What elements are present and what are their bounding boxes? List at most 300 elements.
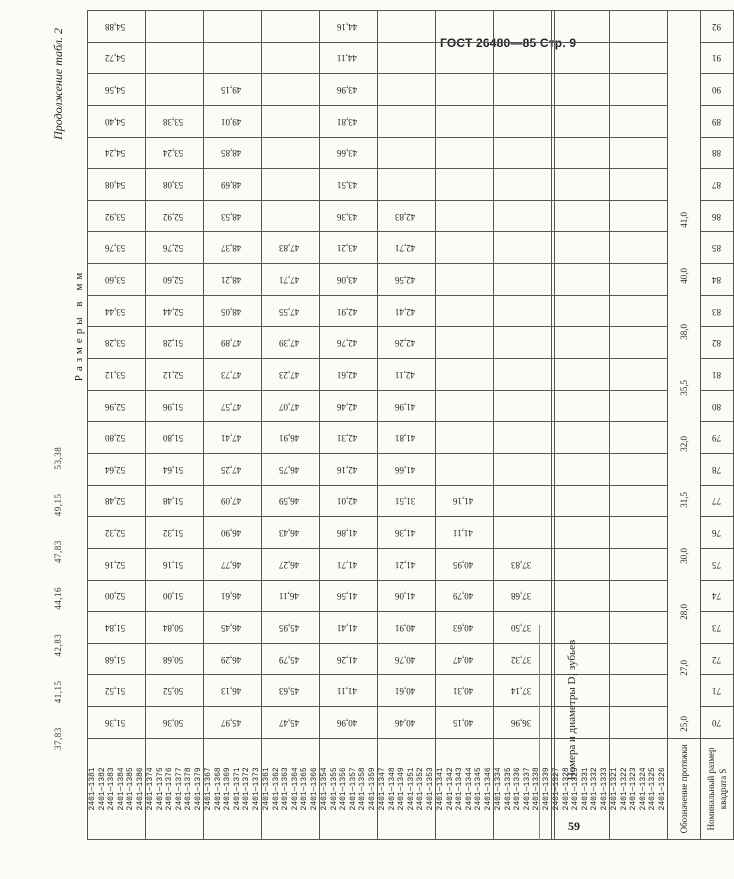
diameter-cell <box>610 42 668 74</box>
diameter-cell <box>320 580 378 612</box>
tooth-number-cell <box>701 359 734 391</box>
diameter-value: 52,16 <box>104 559 126 570</box>
diameter-cell <box>378 232 436 264</box>
diameter-value: 47,39 <box>278 338 300 349</box>
dimensions-caption: Размеры в мм <box>73 268 85 382</box>
tooth-number-cell <box>701 74 734 106</box>
diameter-cell <box>610 580 668 612</box>
diameter-cell <box>88 232 146 264</box>
diameter-value: 43,96 <box>336 85 358 96</box>
diameter-cell <box>436 169 494 201</box>
diameter-cell <box>378 327 436 359</box>
diameter-cell <box>552 422 610 454</box>
diameter-cell <box>146 359 204 391</box>
diameter-value: 37,50 <box>510 623 532 634</box>
diameter-cell <box>610 137 668 169</box>
broach-codes: 2401—1367 2401—1368 2401—1369 2401—1371 2401—1372 2401—1373 <box>204 767 261 811</box>
diameter-value: 45,95 <box>278 623 300 634</box>
diameter-cell <box>378 643 436 675</box>
diameter-cell <box>378 137 436 169</box>
diameter-value: 54,72 <box>104 53 126 64</box>
diameter-cell <box>436 359 494 391</box>
diameter-cell <box>436 327 494 359</box>
diameter-cell <box>204 643 262 675</box>
diameter-cell <box>262 643 320 675</box>
diameter-value: 53,76 <box>104 243 126 254</box>
diameter-cell <box>610 390 668 422</box>
diameter-cell <box>552 42 610 74</box>
diameter-value: 53,08 <box>162 180 184 191</box>
diameter-cell <box>378 264 436 296</box>
diameter-cell <box>378 42 436 74</box>
diameter-cell <box>204 675 262 707</box>
diameter-value: 51,00 <box>162 591 184 602</box>
nominal-size: 41,0 <box>679 212 689 228</box>
diameter-cell <box>552 517 610 549</box>
table-row <box>378 11 436 840</box>
diameter-value: 42,91 <box>336 306 358 317</box>
diameter-cell <box>378 517 436 549</box>
diameter-value: 51,28 <box>162 338 184 349</box>
diameter-cell <box>320 359 378 391</box>
diameter-value: 36,96 <box>510 717 532 728</box>
diameter-value: 47,73 <box>220 369 242 380</box>
diameter-value: 42,83 <box>394 211 416 222</box>
diameter-value: 45,47 <box>278 717 300 728</box>
diameter-value: 40,15 <box>452 717 474 728</box>
diameter-cell <box>552 137 610 169</box>
diameter-cell <box>88 643 146 675</box>
diameter-cell <box>320 105 378 137</box>
diameter-cell <box>494 612 552 644</box>
diameter-value: 46,13 <box>220 686 242 697</box>
diameter-cell <box>378 359 436 391</box>
diameter-value: 52,48 <box>104 496 126 507</box>
broach-codes-cell <box>88 738 146 839</box>
diameter-cell <box>378 675 436 707</box>
diameter-cell <box>552 359 610 391</box>
diameter-value: 54,24 <box>104 148 126 159</box>
diameter-cell <box>204 232 262 264</box>
diameter-cell <box>494 707 552 739</box>
table-row <box>204 11 262 840</box>
diameter-cell <box>146 422 204 454</box>
diameter-cell <box>88 422 146 454</box>
diameter-cell <box>552 264 610 296</box>
diameter-value: 40,63 <box>452 623 474 634</box>
diameter-value: 40,79 <box>452 591 474 602</box>
diameter-cell <box>320 137 378 169</box>
diameter-cell <box>204 390 262 422</box>
diameter-cell <box>204 580 262 612</box>
diameter-cell <box>610 517 668 549</box>
diameter-value: 41,11 <box>337 686 357 697</box>
diameter-value: 41,11 <box>453 528 473 539</box>
diameter-cell <box>204 74 262 106</box>
diameter-value: 31,51 <box>394 496 416 507</box>
diameter-cell <box>610 612 668 644</box>
diameter-cell <box>262 548 320 580</box>
tooth-number-cell <box>701 612 734 644</box>
tooth-number-cell <box>701 137 734 169</box>
broach-codes: 2401—1321 2401—1322 2401—1323 2401—1324 2401—1325 2401—1326 <box>610 767 667 811</box>
diameter-value: 46,27 <box>278 559 300 570</box>
diameter-value: 54,56 <box>104 85 126 96</box>
diameter-cell <box>610 707 668 739</box>
diameter-cell <box>552 707 610 739</box>
diameter-cell <box>146 548 204 580</box>
diameter-value: 41,71 <box>336 559 358 570</box>
diameter-cell <box>88 169 146 201</box>
diameter-cell <box>436 580 494 612</box>
diameter-cell <box>320 169 378 201</box>
diameter-cell <box>552 11 610 43</box>
diameter-cell <box>146 74 204 106</box>
diameter-cell <box>494 200 552 232</box>
tooth-number: 80 <box>711 401 721 412</box>
diameter-cell <box>552 390 610 422</box>
diameter-value: 46,75 <box>278 464 300 475</box>
broach-codes: 2401—1347 2401—1348 2401—1349 2401—1351 2401—1352 2401—1353 <box>378 767 435 811</box>
diameter-cell <box>610 264 668 296</box>
diameter-value: 47,89 <box>220 338 242 349</box>
diameter-cell <box>378 707 436 739</box>
tooth-number-cell <box>701 422 734 454</box>
diameter-value: 50,84 <box>162 623 184 634</box>
divider-line <box>539 625 540 840</box>
diameter-cell <box>494 517 552 549</box>
diameter-value: 43,36 <box>336 211 358 222</box>
diameter-cell <box>552 295 610 327</box>
diameter-cell <box>610 548 668 580</box>
diameter-value: 51,48 <box>162 496 184 507</box>
diameter-cell <box>494 359 552 391</box>
diameter-cell <box>436 200 494 232</box>
diameter-value: 52,60 <box>162 274 184 285</box>
diameter-cell <box>262 517 320 549</box>
diameter-value: 40,46 <box>394 717 416 728</box>
diameter-value: 51,84 <box>104 623 126 634</box>
diameter-cell <box>436 675 494 707</box>
tooth-number-cell <box>701 453 734 485</box>
diameter-value: 42,71 <box>394 243 416 254</box>
diameter-value: 46,11 <box>279 591 299 602</box>
diameter-cell <box>204 327 262 359</box>
diameter-value: 53,92 <box>104 211 126 222</box>
diameter-value: 47,07 <box>278 401 300 412</box>
nominal-size: 38,0 <box>679 324 689 340</box>
diameter-cell <box>204 422 262 454</box>
diameter-cell <box>552 548 610 580</box>
diameter-cell <box>552 105 610 137</box>
diameter-cell <box>146 232 204 264</box>
diameter-value: 43,51 <box>336 180 358 191</box>
diameter-cell <box>204 707 262 739</box>
diameter-cell <box>88 548 146 580</box>
diameter-cell <box>494 327 552 359</box>
diameter-cell <box>552 327 610 359</box>
diameter-value: 47,57 <box>220 401 242 412</box>
diameter-value: 40,61 <box>394 686 416 697</box>
diameter-cell <box>494 422 552 454</box>
diameter-cell <box>436 643 494 675</box>
diameter-cell <box>610 105 668 137</box>
diameter-cell <box>320 264 378 296</box>
diameter-value: 50,52 <box>162 686 184 697</box>
diameter-cell <box>610 169 668 201</box>
table-row <box>494 11 552 840</box>
diameter-cell <box>262 264 320 296</box>
diameter-cell <box>146 707 204 739</box>
diameter-cell <box>320 675 378 707</box>
diameter-value: 37,14 <box>510 686 532 697</box>
diameter-cell <box>494 580 552 612</box>
diameter-value: 46,29 <box>220 654 242 665</box>
diameter-cell <box>494 105 552 137</box>
diameter-cell <box>146 295 204 327</box>
diameter-value: 45,63 <box>278 686 300 697</box>
diameter-value: 48,37 <box>220 243 242 254</box>
diameter-cell <box>436 105 494 137</box>
diameter-cell <box>378 11 436 43</box>
diameter-value: 49,15 <box>220 85 242 96</box>
diameter-cell <box>552 675 610 707</box>
row-header-designation: Обозначение протяжки <box>668 738 701 839</box>
diameter-cell <box>436 74 494 106</box>
divider-line <box>554 10 555 840</box>
diameter-value: 54,88 <box>104 21 126 32</box>
diameter-cell <box>204 295 262 327</box>
diameter-cell <box>204 517 262 549</box>
diameter-cell <box>436 485 494 517</box>
tooth-number: 72 <box>711 654 721 665</box>
diameter-value: 44,11 <box>337 53 357 64</box>
diameter-value: 47,83 <box>278 243 300 254</box>
diameter-value: 42,61 <box>336 369 358 380</box>
diameter-value: 45,79 <box>278 654 300 665</box>
diameter-value: 41,36 <box>394 528 416 539</box>
diameter-cell <box>494 643 552 675</box>
sizes-strip <box>668 11 701 739</box>
diameter-cell <box>320 232 378 264</box>
diameter-value: 54,08 <box>104 180 126 191</box>
broach-codes-cell <box>494 738 552 839</box>
diameter-value: 37,32 <box>510 654 532 665</box>
diameter-value: 37,68 <box>510 591 532 602</box>
tooth-number: 71 <box>711 686 721 697</box>
diameter-cell <box>146 200 204 232</box>
tooth-number-cell <box>701 517 734 549</box>
diameter-cell <box>88 105 146 137</box>
tooth-number: 88 <box>711 148 721 159</box>
diameter-cell <box>88 42 146 74</box>
diameter-value: 41,96 <box>394 401 416 412</box>
diameter-cell <box>378 422 436 454</box>
diameter-value: 42,16 <box>336 464 358 475</box>
diameter-value: 40,31 <box>452 686 474 697</box>
tooth-number-cell <box>701 264 734 296</box>
diameter-cell <box>378 169 436 201</box>
diameter-cell <box>262 422 320 454</box>
diameter-cell <box>146 485 204 517</box>
diameter-cell <box>494 390 552 422</box>
diameter-cell <box>436 422 494 454</box>
diameter-value: 48,69 <box>220 180 242 191</box>
diameter-cell <box>610 232 668 264</box>
tooth-number: 91 <box>711 53 721 64</box>
diameter-cell <box>378 453 436 485</box>
tooth-number-cell <box>701 295 734 327</box>
table-row <box>436 11 494 840</box>
diameter-value: 40,47 <box>452 654 474 665</box>
diameter-value: 53,60 <box>104 274 126 285</box>
diameter-value: 51,64 <box>162 464 184 475</box>
tooth-number-cell <box>701 105 734 137</box>
tooth-number: 90 <box>711 85 721 96</box>
diameter-value: 46,90 <box>220 528 242 539</box>
diameter-value: 42,01 <box>336 496 358 507</box>
diameter-value: 44,16 <box>336 21 358 32</box>
diameter-value: 50,68 <box>162 654 184 665</box>
diameter-cell <box>552 232 610 264</box>
diameter-cell <box>262 232 320 264</box>
diameter-value: 53,12 <box>104 369 126 380</box>
diameter-cell <box>262 359 320 391</box>
diameter-cell <box>494 232 552 264</box>
diameter-value: 51,52 <box>104 686 126 697</box>
diameter-cell <box>262 295 320 327</box>
diameter-cell <box>88 612 146 644</box>
diameter-cell <box>436 390 494 422</box>
diameter-cell <box>378 105 436 137</box>
table-row <box>668 11 701 840</box>
diameter-cell <box>610 200 668 232</box>
nominal-size: 35,5 <box>679 380 689 396</box>
diameter-value: 48,85 <box>220 148 242 159</box>
diameter-cell <box>436 548 494 580</box>
diameter-value: 43,66 <box>336 148 358 159</box>
diameter-cell <box>320 74 378 106</box>
diameter-value: 48,53 <box>220 211 242 222</box>
diameter-cell <box>320 422 378 454</box>
diameter-value: 42,26 <box>394 338 416 349</box>
diameter-cell <box>262 612 320 644</box>
diameter-cell <box>494 295 552 327</box>
diameter-value: 41,21 <box>394 559 416 570</box>
diameter-value: 52,76 <box>162 243 184 254</box>
diameter-cell <box>320 390 378 422</box>
diameter-cell <box>378 74 436 106</box>
diameter-cell <box>320 643 378 675</box>
page-header: ГОСТ 26480—85 Стр. 9 <box>440 36 577 50</box>
diameter-value: 42,31 <box>336 433 358 444</box>
diameter-cell <box>552 200 610 232</box>
diameter-cell <box>88 264 146 296</box>
diameter-cell <box>494 675 552 707</box>
diameter-cell <box>610 643 668 675</box>
table-row <box>88 11 146 840</box>
diameter-cell <box>610 295 668 327</box>
diameter-value: 51,16 <box>162 559 184 570</box>
diameter-cell <box>552 453 610 485</box>
diameter-cell <box>204 359 262 391</box>
diameter-cell <box>146 327 204 359</box>
diameter-cell <box>204 11 262 43</box>
tooth-number: 78 <box>711 464 721 475</box>
diameter-value: 41,81 <box>394 433 416 444</box>
tooth-number: 81 <box>711 369 721 380</box>
diameter-cell <box>320 11 378 43</box>
diameter-value: 53,44 <box>104 306 126 317</box>
diameter-value: 42,56 <box>394 274 416 285</box>
broach-codes: 2401—1327 2401—1328 2401—1329 2401—1331 2401—1332 2401—1333 <box>552 767 609 811</box>
diameter-cell <box>610 485 668 517</box>
diameter-value: 52,00 <box>104 591 126 602</box>
diameter-value: 46,45 <box>220 623 242 634</box>
table-row <box>320 11 378 840</box>
row-header-nominal: Номинальный размер квадрата S <box>701 738 734 839</box>
diameter-cell <box>204 200 262 232</box>
diameter-cell <box>378 548 436 580</box>
diameter-cell <box>436 232 494 264</box>
diameter-cell <box>262 675 320 707</box>
broach-codes-cell <box>610 738 668 839</box>
diameter-cell <box>436 11 494 43</box>
merged-value: 41,15 <box>53 680 63 704</box>
diameter-cell <box>552 643 610 675</box>
diameter-cell <box>262 327 320 359</box>
diameter-cell <box>146 675 204 707</box>
tooth-number: 74 <box>711 591 721 602</box>
diameter-value: 47,55 <box>278 306 300 317</box>
diameter-value: 51,68 <box>104 654 126 665</box>
table-row <box>552 11 610 840</box>
diameter-value: 46,77 <box>220 559 242 570</box>
broach-codes-cell <box>262 738 320 839</box>
diameter-cell <box>262 11 320 43</box>
tooth-number-cell <box>701 485 734 517</box>
diameter-value: 48,05 <box>220 306 242 317</box>
merged-value: 47,83 <box>53 540 63 563</box>
diameter-cell <box>610 11 668 43</box>
diameter-cell <box>610 453 668 485</box>
diameter-cell <box>262 580 320 612</box>
merged-values <box>53 423 63 750</box>
broach-codes-cell <box>204 738 262 839</box>
diameter-cell <box>320 707 378 739</box>
diameter-cell <box>88 390 146 422</box>
diameter-value: 52,44 <box>162 306 184 317</box>
diameter-cell <box>320 548 378 580</box>
tooth-number-cell <box>701 169 734 201</box>
diameter-cell <box>88 707 146 739</box>
diameter-value: 54,40 <box>104 116 126 127</box>
diameter-cell <box>262 200 320 232</box>
diameter-cell <box>494 264 552 296</box>
diameter-value: 40,95 <box>452 559 474 570</box>
diameter-value: 42,76 <box>336 338 358 349</box>
diameter-cell <box>610 74 668 106</box>
tooth-number: 87 <box>711 180 721 191</box>
diameter-value: 41,26 <box>336 654 358 665</box>
diameter-cell <box>146 11 204 43</box>
diameter-cell <box>262 137 320 169</box>
diameter-cell <box>378 295 436 327</box>
diameter-cell <box>320 485 378 517</box>
diameter-value: 46,61 <box>220 591 242 602</box>
tooth-number: 83 <box>711 306 721 317</box>
diameter-cell <box>146 453 204 485</box>
